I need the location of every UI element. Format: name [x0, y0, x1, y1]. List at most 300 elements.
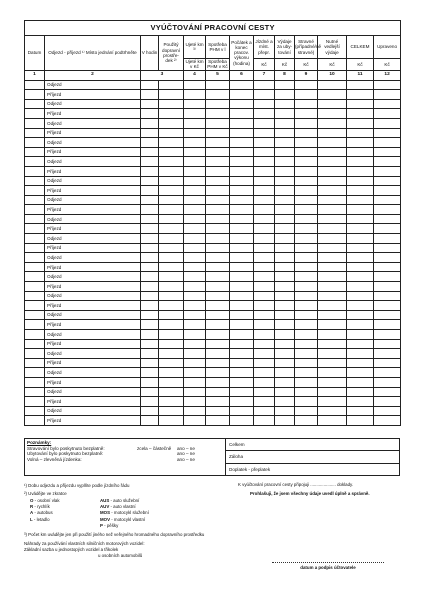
entry-cell[interactable]	[141, 320, 159, 330]
date-cell[interactable]	[25, 406, 45, 416]
entry-cell[interactable]	[230, 349, 254, 359]
entry-cell[interactable]	[254, 128, 275, 138]
entry-cell[interactable]	[141, 377, 159, 387]
direction-cell[interactable]: Příjezd	[45, 339, 141, 349]
entry-cell[interactable]	[275, 349, 295, 359]
direction-cell[interactable]: Odjezd	[45, 118, 141, 128]
entry-cell[interactable]	[206, 186, 230, 196]
entry-cell[interactable]	[295, 118, 318, 128]
entry-cell[interactable]	[141, 205, 159, 215]
entry-cell[interactable]	[374, 301, 401, 311]
remark-meals-yn[interactable]: ano – ne	[177, 445, 195, 451]
entry-cell[interactable]	[141, 310, 159, 320]
entry-cell[interactable]	[159, 157, 184, 167]
date-cell[interactable]	[25, 224, 45, 234]
entry-cell[interactable]	[374, 138, 401, 148]
entry-cell[interactable]	[206, 310, 230, 320]
entry-cell[interactable]	[184, 176, 206, 186]
entry-cell[interactable]	[141, 387, 159, 397]
entry-cell[interactable]	[159, 138, 184, 148]
direction-cell[interactable]: Odjezd	[45, 138, 141, 148]
entry-cell[interactable]	[254, 368, 275, 378]
entry-cell[interactable]	[347, 205, 374, 215]
entry-cell[interactable]	[184, 128, 206, 138]
entry-cell[interactable]	[275, 406, 295, 416]
entry-cell[interactable]	[347, 234, 374, 244]
entry-cell[interactable]	[184, 387, 206, 397]
entry-cell[interactable]	[254, 157, 275, 167]
entry-cell[interactable]	[318, 349, 347, 359]
date-cell[interactable]	[25, 234, 45, 244]
entry-cell[interactable]	[254, 147, 275, 157]
entry-cell[interactable]	[206, 205, 230, 215]
entry-cell[interactable]	[295, 339, 318, 349]
entry-cell[interactable]	[275, 368, 295, 378]
entry-cell[interactable]	[159, 301, 184, 311]
direction-cell[interactable]: Odjezd	[45, 253, 141, 263]
entry-cell[interactable]	[206, 214, 230, 224]
entry-cell[interactable]	[254, 253, 275, 263]
entry-cell[interactable]	[347, 358, 374, 368]
entry-cell[interactable]	[184, 147, 206, 157]
direction-cell[interactable]: Příjezd	[45, 397, 141, 407]
entry-cell[interactable]	[141, 358, 159, 368]
date-cell[interactable]	[25, 214, 45, 224]
entry-cell[interactable]	[184, 118, 206, 128]
entry-cell[interactable]	[184, 397, 206, 407]
entry-cell[interactable]	[275, 166, 295, 176]
entry-cell[interactable]	[254, 282, 275, 292]
entry-cell[interactable]	[347, 387, 374, 397]
entry-cell[interactable]	[374, 214, 401, 224]
entry-cell[interactable]	[141, 349, 159, 359]
entry-cell[interactable]	[318, 157, 347, 167]
entry-cell[interactable]	[184, 320, 206, 330]
entry-cell[interactable]	[347, 214, 374, 224]
entry-cell[interactable]	[374, 118, 401, 128]
direction-cell[interactable]: Odjezd	[45, 406, 141, 416]
entry-cell[interactable]	[275, 157, 295, 167]
entry-cell[interactable]	[254, 224, 275, 234]
entry-cell[interactable]	[318, 243, 347, 253]
entry-cell[interactable]	[374, 234, 401, 244]
entry-cell[interactable]	[184, 330, 206, 340]
entry-cell[interactable]	[184, 166, 206, 176]
total-doplatek[interactable]: Doplatek - přeplatek	[229, 466, 271, 472]
date-cell[interactable]	[25, 387, 45, 397]
entry-cell[interactable]	[254, 397, 275, 407]
entry-cell[interactable]	[159, 253, 184, 263]
entry-cell[interactable]	[254, 243, 275, 253]
entry-cell[interactable]	[318, 90, 347, 100]
entry-cell[interactable]	[206, 234, 230, 244]
date-cell[interactable]	[25, 339, 45, 349]
entry-cell[interactable]	[347, 138, 374, 148]
entry-cell[interactable]	[159, 406, 184, 416]
entry-cell[interactable]	[159, 339, 184, 349]
entry-cell[interactable]	[374, 243, 401, 253]
direction-cell[interactable]: Příjezd	[45, 186, 141, 196]
entry-cell[interactable]	[159, 282, 184, 292]
entry-cell[interactable]	[275, 147, 295, 157]
entry-cell[interactable]	[159, 186, 184, 196]
entry-cell[interactable]	[141, 176, 159, 186]
entry-cell[interactable]	[230, 262, 254, 272]
entry-cell[interactable]	[141, 243, 159, 253]
entry-cell[interactable]	[295, 358, 318, 368]
entry-cell[interactable]	[374, 368, 401, 378]
entry-cell[interactable]	[184, 301, 206, 311]
date-cell[interactable]	[25, 272, 45, 282]
entry-cell[interactable]	[230, 416, 254, 426]
entry-cell[interactable]	[230, 90, 254, 100]
entry-cell[interactable]	[184, 109, 206, 119]
entry-cell[interactable]	[141, 301, 159, 311]
entry-cell[interactable]	[159, 291, 184, 301]
entry-cell[interactable]	[374, 166, 401, 176]
entry-cell[interactable]	[254, 99, 275, 109]
entry-cell[interactable]	[374, 262, 401, 272]
direction-cell[interactable]: Příjezd	[45, 358, 141, 368]
entry-cell[interactable]	[347, 195, 374, 205]
entry-cell[interactable]	[254, 195, 275, 205]
entry-cell[interactable]	[230, 397, 254, 407]
entry-cell[interactable]	[318, 291, 347, 301]
entry-cell[interactable]	[230, 310, 254, 320]
date-cell[interactable]	[25, 262, 45, 272]
entry-cell[interactable]	[184, 349, 206, 359]
date-cell[interactable]	[25, 128, 45, 138]
entry-cell[interactable]	[159, 358, 184, 368]
entry-cell[interactable]	[347, 224, 374, 234]
entry-cell[interactable]	[206, 368, 230, 378]
entry-cell[interactable]	[184, 157, 206, 167]
entry-cell[interactable]	[374, 416, 401, 426]
entry-cell[interactable]	[230, 358, 254, 368]
entry-cell[interactable]	[230, 195, 254, 205]
entry-cell[interactable]	[275, 128, 295, 138]
entry-cell[interactable]	[254, 358, 275, 368]
entry-cell[interactable]	[295, 310, 318, 320]
entry-cell[interactable]	[275, 109, 295, 119]
entry-cell[interactable]	[275, 80, 295, 90]
entry-cell[interactable]	[275, 272, 295, 282]
entry-cell[interactable]	[230, 205, 254, 215]
total-zaloha[interactable]: Záloha	[226, 451, 399, 463]
entry-cell[interactable]	[230, 320, 254, 330]
entry-cell[interactable]	[206, 224, 230, 234]
entry-cell[interactable]	[141, 262, 159, 272]
entry-cell[interactable]	[318, 368, 347, 378]
direction-cell[interactable]: Odjezd	[45, 99, 141, 109]
direction-cell[interactable]: Odjezd	[45, 234, 141, 244]
entry-cell[interactable]	[374, 291, 401, 301]
entry-cell[interactable]	[347, 99, 374, 109]
entry-cell[interactable]	[254, 339, 275, 349]
entry-cell[interactable]	[254, 186, 275, 196]
entry-cell[interactable]	[318, 253, 347, 263]
date-cell[interactable]	[25, 310, 45, 320]
entry-cell[interactable]	[230, 272, 254, 282]
entry-cell[interactable]	[275, 234, 295, 244]
entry-cell[interactable]	[347, 157, 374, 167]
entry-cell[interactable]	[206, 320, 230, 330]
entry-cell[interactable]	[159, 243, 184, 253]
direction-cell[interactable]: Odjezd	[45, 214, 141, 224]
entry-cell[interactable]	[318, 310, 347, 320]
entry-cell[interactable]	[230, 234, 254, 244]
entry-cell[interactable]	[159, 368, 184, 378]
entry-cell[interactable]	[347, 90, 374, 100]
entry-cell[interactable]	[347, 368, 374, 378]
direction-cell[interactable]: Příjezd	[45, 282, 141, 292]
entry-cell[interactable]	[295, 291, 318, 301]
entry-cell[interactable]	[295, 397, 318, 407]
entry-cell[interactable]	[254, 330, 275, 340]
entry-cell[interactable]	[374, 176, 401, 186]
entry-cell[interactable]	[347, 349, 374, 359]
entry-cell[interactable]	[141, 118, 159, 128]
entry-cell[interactable]	[184, 358, 206, 368]
entry-cell[interactable]	[230, 406, 254, 416]
entry-cell[interactable]	[141, 195, 159, 205]
entry-cell[interactable]	[184, 80, 206, 90]
entry-cell[interactable]	[318, 128, 347, 138]
entry-cell[interactable]	[275, 176, 295, 186]
entry-cell[interactable]	[230, 147, 254, 157]
entry-cell[interactable]	[374, 147, 401, 157]
entry-cell[interactable]	[374, 157, 401, 167]
entry-cell[interactable]	[159, 214, 184, 224]
entry-cell[interactable]	[230, 157, 254, 167]
entry-cell[interactable]	[318, 282, 347, 292]
entry-cell[interactable]	[141, 282, 159, 292]
date-cell[interactable]	[25, 80, 45, 90]
entry-cell[interactable]	[318, 387, 347, 397]
direction-cell[interactable]: Příjezd	[45, 224, 141, 234]
entry-cell[interactable]	[141, 138, 159, 148]
entry-cell[interactable]	[184, 406, 206, 416]
direction-cell[interactable]: Příjezd	[45, 128, 141, 138]
entry-cell[interactable]	[374, 330, 401, 340]
entry-cell[interactable]	[206, 195, 230, 205]
entry-cell[interactable]	[347, 416, 374, 426]
entry-cell[interactable]	[184, 262, 206, 272]
entry-cell[interactable]	[254, 109, 275, 119]
entry-cell[interactable]	[206, 253, 230, 263]
total-celkem[interactable]: Celkem	[226, 439, 399, 451]
date-cell[interactable]	[25, 282, 45, 292]
entry-cell[interactable]	[295, 99, 318, 109]
direction-cell[interactable]: Odjezd	[45, 387, 141, 397]
entry-cell[interactable]	[206, 330, 230, 340]
entry-cell[interactable]	[275, 118, 295, 128]
entry-cell[interactable]	[295, 224, 318, 234]
date-cell[interactable]	[25, 253, 45, 263]
entry-cell[interactable]	[206, 339, 230, 349]
entry-cell[interactable]	[159, 234, 184, 244]
date-cell[interactable]	[25, 109, 45, 119]
entry-cell[interactable]	[295, 349, 318, 359]
date-cell[interactable]	[25, 118, 45, 128]
entry-cell[interactable]	[347, 310, 374, 320]
entry-cell[interactable]	[230, 377, 254, 387]
entry-cell[interactable]	[275, 416, 295, 426]
direction-cell[interactable]: Příjezd	[45, 166, 141, 176]
entry-cell[interactable]	[230, 186, 254, 196]
entry-cell[interactable]	[374, 397, 401, 407]
entry-cell[interactable]	[159, 90, 184, 100]
date-cell[interactable]	[25, 291, 45, 301]
entry-cell[interactable]	[206, 109, 230, 119]
entry-cell[interactable]	[230, 99, 254, 109]
direction-cell[interactable]: Odjezd	[45, 176, 141, 186]
entry-cell[interactable]	[159, 330, 184, 340]
entry-cell[interactable]	[184, 368, 206, 378]
direction-cell[interactable]: Odjezd	[45, 195, 141, 205]
entry-cell[interactable]	[295, 282, 318, 292]
entry-cell[interactable]	[141, 128, 159, 138]
entry-cell[interactable]	[295, 128, 318, 138]
entry-cell[interactable]	[374, 80, 401, 90]
entry-cell[interactable]	[141, 397, 159, 407]
entry-cell[interactable]	[184, 99, 206, 109]
entry-cell[interactable]	[318, 118, 347, 128]
entry-cell[interactable]	[159, 262, 184, 272]
date-cell[interactable]	[25, 99, 45, 109]
entry-cell[interactable]	[347, 109, 374, 119]
direction-cell[interactable]: Příjezd	[45, 205, 141, 215]
entry-cell[interactable]	[184, 282, 206, 292]
entry-cell[interactable]	[374, 205, 401, 215]
entry-cell[interactable]	[318, 320, 347, 330]
entry-cell[interactable]	[275, 195, 295, 205]
entry-cell[interactable]	[295, 176, 318, 186]
entry-cell[interactable]	[347, 397, 374, 407]
entry-cell[interactable]	[184, 243, 206, 253]
entry-cell[interactable]	[275, 138, 295, 148]
entry-cell[interactable]	[295, 234, 318, 244]
entry-cell[interactable]	[141, 147, 159, 157]
entry-cell[interactable]	[318, 234, 347, 244]
entry-cell[interactable]	[141, 109, 159, 119]
entry-cell[interactable]	[295, 377, 318, 387]
entry-cell[interactable]	[295, 253, 318, 263]
entry-cell[interactable]	[141, 157, 159, 167]
signature-line[interactable]: datum a podpis účtovatele	[272, 562, 384, 570]
direction-cell[interactable]: Odjezd	[45, 310, 141, 320]
date-cell[interactable]	[25, 138, 45, 148]
entry-cell[interactable]	[159, 176, 184, 186]
entry-cell[interactable]	[318, 99, 347, 109]
entry-cell[interactable]	[275, 99, 295, 109]
entry-cell[interactable]	[374, 339, 401, 349]
entry-cell[interactable]	[318, 80, 347, 90]
entry-cell[interactable]	[206, 128, 230, 138]
entry-cell[interactable]	[295, 205, 318, 215]
entry-cell[interactable]	[275, 243, 295, 253]
date-cell[interactable]	[25, 330, 45, 340]
entry-cell[interactable]	[184, 214, 206, 224]
entry-cell[interactable]	[184, 234, 206, 244]
entry-cell[interactable]	[318, 214, 347, 224]
entry-cell[interactable]	[230, 282, 254, 292]
entry-cell[interactable]	[254, 176, 275, 186]
entry-cell[interactable]	[184, 310, 206, 320]
entry-cell[interactable]	[206, 157, 230, 167]
entry-cell[interactable]	[254, 310, 275, 320]
entry-cell[interactable]	[206, 243, 230, 253]
entry-cell[interactable]	[230, 176, 254, 186]
entry-cell[interactable]	[230, 109, 254, 119]
entry-cell[interactable]	[374, 186, 401, 196]
entry-cell[interactable]	[374, 272, 401, 282]
direction-cell[interactable]: Příjezd	[45, 416, 141, 426]
direction-cell[interactable]: Příjezd	[45, 243, 141, 253]
entry-cell[interactable]	[295, 262, 318, 272]
entry-cell[interactable]	[374, 253, 401, 263]
entry-cell[interactable]	[347, 186, 374, 196]
entry-cell[interactable]	[206, 416, 230, 426]
entry-cell[interactable]	[184, 186, 206, 196]
entry-cell[interactable]	[206, 272, 230, 282]
date-cell[interactable]	[25, 157, 45, 167]
entry-cell[interactable]	[184, 205, 206, 215]
entry-cell[interactable]	[374, 282, 401, 292]
entry-cell[interactable]	[159, 147, 184, 157]
entry-cell[interactable]	[254, 262, 275, 272]
entry-cell[interactable]	[374, 90, 401, 100]
entry-cell[interactable]	[159, 80, 184, 90]
date-cell[interactable]	[25, 147, 45, 157]
entry-cell[interactable]	[141, 166, 159, 176]
entry-cell[interactable]	[159, 320, 184, 330]
entry-cell[interactable]	[159, 377, 184, 387]
entry-cell[interactable]	[347, 262, 374, 272]
entry-cell[interactable]	[295, 301, 318, 311]
entry-cell[interactable]	[206, 80, 230, 90]
entry-cell[interactable]	[141, 339, 159, 349]
entry-cell[interactable]	[347, 243, 374, 253]
entry-cell[interactable]	[184, 224, 206, 234]
entry-cell[interactable]	[374, 128, 401, 138]
entry-cell[interactable]	[230, 368, 254, 378]
entry-cell[interactable]	[318, 224, 347, 234]
entry-cell[interactable]	[206, 262, 230, 272]
entry-cell[interactable]	[184, 195, 206, 205]
entry-cell[interactable]	[141, 80, 159, 90]
entry-cell[interactable]	[254, 301, 275, 311]
entry-cell[interactable]	[347, 301, 374, 311]
entry-cell[interactable]	[254, 214, 275, 224]
date-cell[interactable]	[25, 205, 45, 215]
date-cell[interactable]	[25, 243, 45, 253]
entry-cell[interactable]	[295, 320, 318, 330]
entry-cell[interactable]	[159, 310, 184, 320]
entry-cell[interactable]	[275, 377, 295, 387]
entry-cell[interactable]	[275, 214, 295, 224]
entry-cell[interactable]	[347, 80, 374, 90]
entry-cell[interactable]	[206, 166, 230, 176]
direction-cell[interactable]: Odjezd	[45, 330, 141, 340]
entry-cell[interactable]	[184, 377, 206, 387]
entry-cell[interactable]	[159, 224, 184, 234]
entry-cell[interactable]	[141, 234, 159, 244]
remark-ticket-yn[interactable]: ano – ne	[177, 456, 195, 462]
entry-cell[interactable]	[230, 214, 254, 224]
entry-cell[interactable]	[254, 138, 275, 148]
entry-cell[interactable]	[206, 282, 230, 292]
